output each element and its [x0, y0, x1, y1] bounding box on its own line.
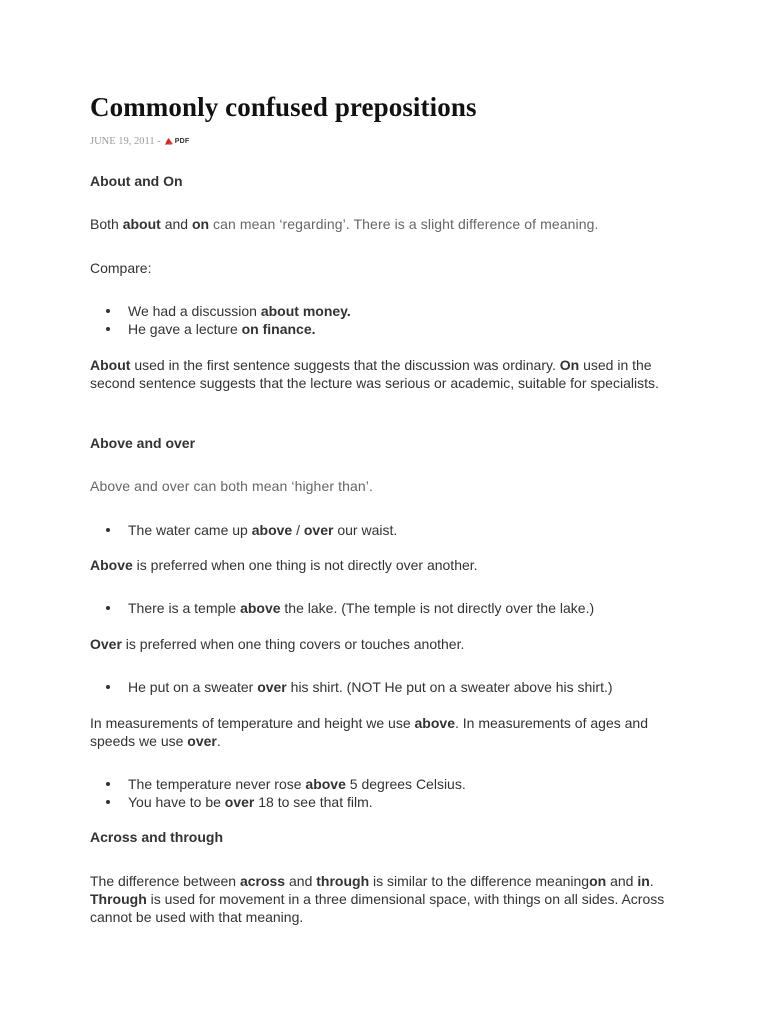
list-item: The temperature never rose above 5 degrees Celsius. — [90, 775, 466, 793]
about-on-explanation: About used in the first sentence suggests that the discussion was ordinary. On used in the second sentence suggests that the lecture was serious or academic, suitable for specialists. — [90, 357, 659, 391]
over-preferred-rule: Over is preferred when one thing covers or touches another. — [90, 636, 465, 652]
post-meta — [90, 136, 189, 147]
above-preferred-rule: Above is preferred when one thing is not directly over another. — [90, 557, 478, 573]
section-heading-above-over: Above and over — [90, 435, 196, 451]
above-example — [90, 599, 594, 617]
above-over-intro: Above and over can both mean ‘higher than’. — [90, 478, 373, 494]
list-item: He put on a sweater over his shirt. (NOT He put on a sweater above his shirt.) — [90, 678, 613, 696]
section-heading-about-on: About and On — [90, 173, 183, 189]
over-example — [90, 678, 613, 696]
page-title: Commonly confused prepositions — [90, 92, 477, 122]
measurement-examples — [90, 775, 466, 811]
across-through-paragraph: The difference between across and through is similar to the difference meaningon and in. Through is used for movement in a three dimensional space, with things on all sides. Across cannot be used with that meaning. — [90, 873, 665, 925]
about-on-examples — [90, 302, 351, 338]
above-over-example-1 — [90, 521, 397, 539]
list-item: He gave a lecture on finance. — [90, 320, 351, 338]
pdf-download-link[interactable] — [164, 137, 190, 146]
post-date: JUNE 19, 2011 - — [90, 136, 161, 147]
list-item: There is a temple above the lake. (The temple is not directly over the lake.) — [90, 599, 594, 617]
compare-label: Compare: — [90, 260, 152, 276]
section-heading-across-through: Across and through — [90, 829, 224, 845]
pdf-label: PDF — [174, 138, 190, 145]
pdf-icon — [164, 137, 174, 146]
list-item: The water came up above / over our waist. — [90, 521, 397, 539]
list-item: We had a discussion about money. — [90, 302, 351, 320]
measurements-paragraph: In measurements of temperature and height we use above. In measurements of ages and speeds we use over. — [90, 715, 648, 749]
list-item: You have to be over 18 to see that film. — [90, 793, 466, 811]
about-on-intro: Both about and on can mean ‘regarding’. There is a slight difference of meaning. — [90, 216, 599, 232]
